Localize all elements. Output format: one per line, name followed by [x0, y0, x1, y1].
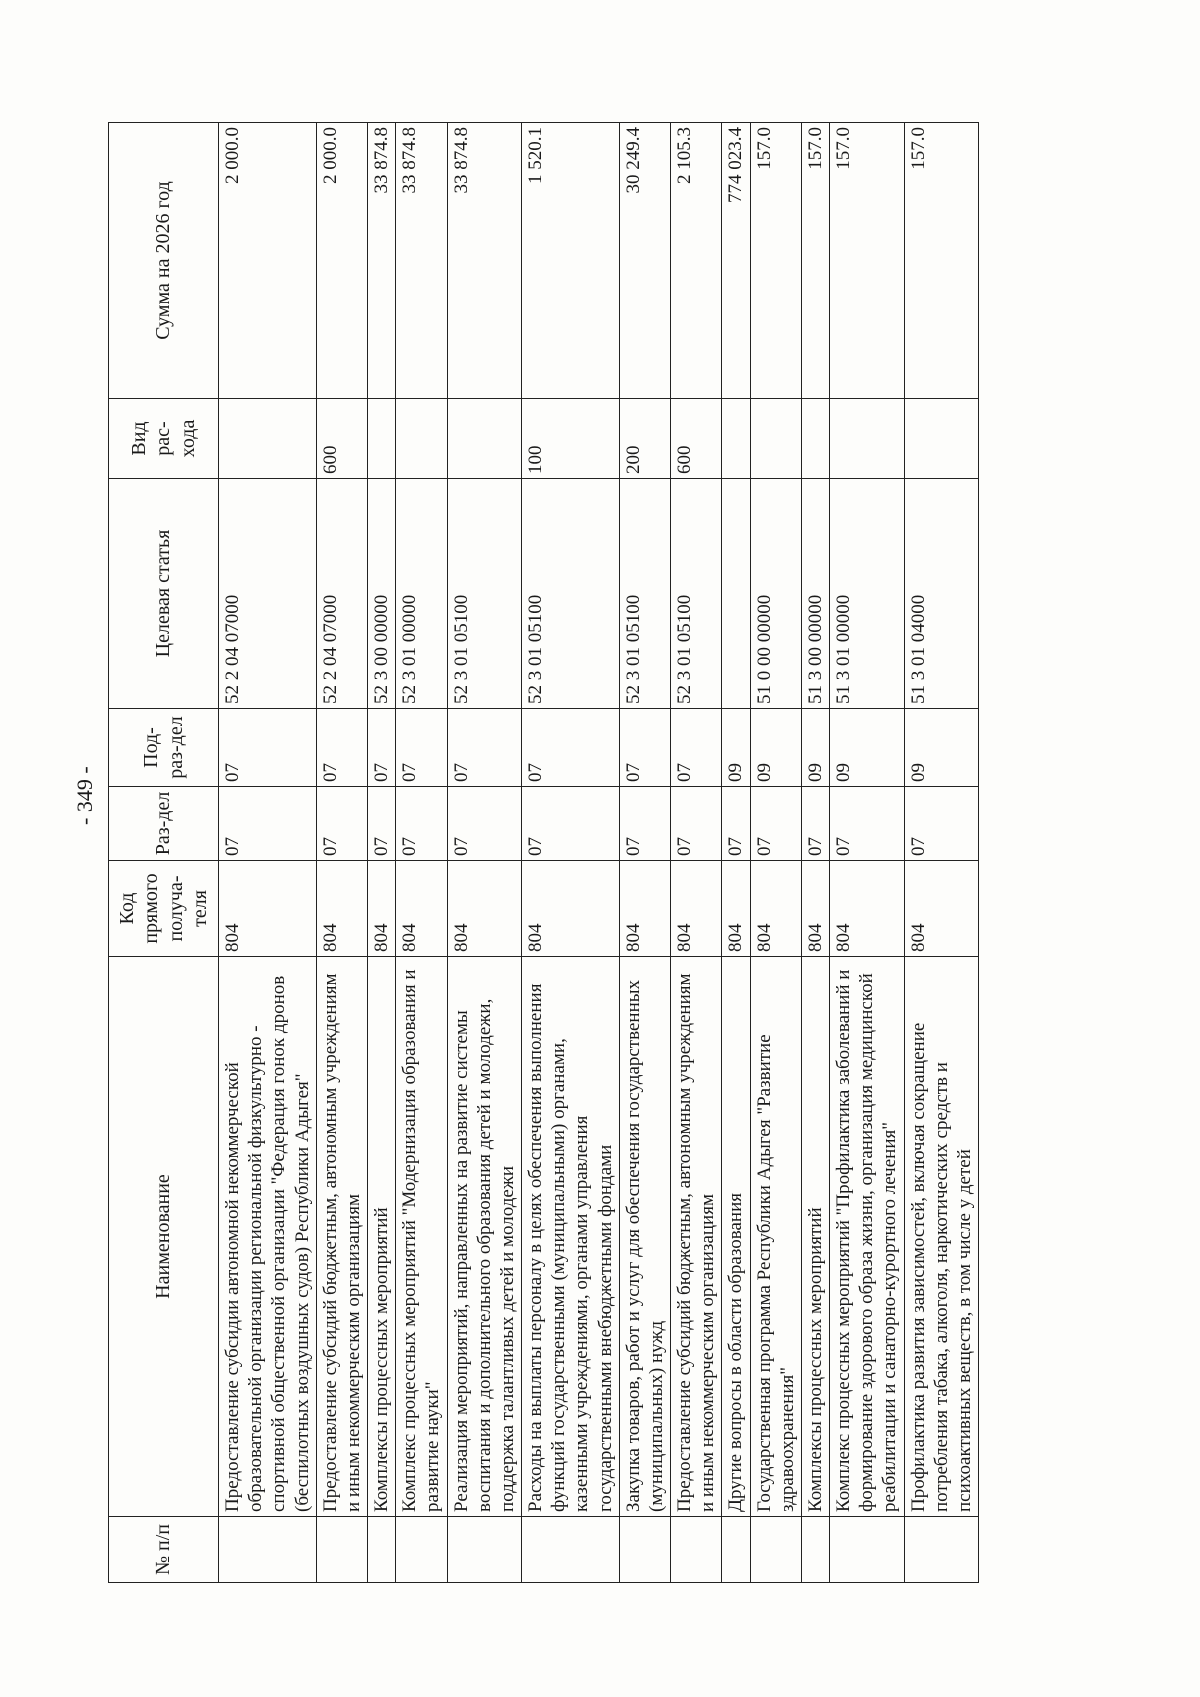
cell-sum: 157.0 [904, 123, 979, 399]
cell-name: Комплекс процессных мероприятий "Профилактика заболеваний и формирование здорового образа жизни, организация медицинской реабилитации и санаторно-курортного лечения" [830, 957, 905, 1517]
cell-podrazdel: 09 [830, 709, 905, 787]
cell-num [219, 1517, 317, 1583]
cell-razdel: 07 [316, 787, 367, 861]
cell-razdel: 07 [219, 787, 317, 861]
cell-razdel: 07 [447, 787, 522, 861]
cell-name: Предоставление субсидий бюджетным, автономным учреждениям и иным некоммерческим организациям [316, 957, 367, 1517]
cell-vid: 200 [619, 399, 670, 479]
cell-num [830, 1517, 905, 1583]
cell-article: 51 3 01 00000 [830, 479, 905, 709]
cell-sum: 33 874.8 [368, 123, 396, 399]
header-podrazdel: Под-раз-дел [109, 709, 219, 787]
cell-vid [447, 399, 522, 479]
cell-sum: 30 249.4 [619, 123, 670, 399]
cell-num [396, 1517, 447, 1583]
cell-code: 804 [904, 861, 979, 957]
header-num: № п/п [109, 1517, 219, 1583]
cell-sum: 2 105.3 [671, 123, 722, 399]
cell-podrazdel: 09 [801, 709, 829, 787]
header-name: Наименование [109, 957, 219, 1517]
cell-vid: 600 [671, 399, 722, 479]
cell-num [904, 1517, 979, 1583]
cell-num [722, 1517, 750, 1583]
cell-sum: 157.0 [830, 123, 905, 399]
cell-podrazdel: 07 [316, 709, 367, 787]
table-row [522, 123, 620, 1583]
cell-article: 51 3 00 00000 [801, 479, 829, 709]
cell-podrazdel: 07 [396, 709, 447, 787]
cell-sum: 157.0 [750, 123, 801, 399]
cell-num [801, 1517, 829, 1583]
cell-code: 804 [396, 861, 447, 957]
cell-name: Комплекс процессных мероприятий "Модернизация образования и развитие науки" [396, 957, 447, 1517]
cell-sum: 157.0 [801, 123, 829, 399]
budget-table [108, 122, 979, 1583]
cell-code: 804 [619, 861, 670, 957]
cell-article: 52 3 01 00000 [396, 479, 447, 709]
cell-vid [904, 399, 979, 479]
cell-podrazdel: 07 [671, 709, 722, 787]
header-sum: Сумма на 2026 год [109, 123, 219, 399]
cell-vid [219, 399, 317, 479]
table-row [368, 123, 396, 1583]
cell-vid [750, 399, 801, 479]
cell-article: 52 3 00 00000 [368, 479, 396, 709]
cell-vid [396, 399, 447, 479]
cell-name: Закупка товаров, работ и услуг для обеспечения государственных (муниципальных) нужд [619, 957, 670, 1517]
cell-code: 804 [830, 861, 905, 957]
cell-code: 804 [368, 861, 396, 957]
cell-podrazdel: 09 [750, 709, 801, 787]
cell-name: Профилактика развития зависимостей, включая сокращение потребления табака, алкоголя, наркотических средств и психоактивных веществ, в том числе у детей [904, 957, 979, 1517]
cell-article [722, 479, 750, 709]
table-row [830, 123, 905, 1583]
cell-vid: 600 [316, 399, 367, 479]
cell-code: 804 [722, 861, 750, 957]
cell-podrazdel: 07 [219, 709, 317, 787]
cell-article: 52 3 01 05100 [671, 479, 722, 709]
table-row [801, 123, 829, 1583]
cell-vid [368, 399, 396, 479]
cell-vid [722, 399, 750, 479]
cell-name: Предоставление субсидии автономной некоммерческой образовательной организации региональной физкультурно - спортивной общественной организации "Федерация гонок дронов (беспилотных воздушных судов) Республики Адыгея" [219, 957, 317, 1517]
cell-article: 51 3 01 04000 [904, 479, 979, 709]
cell-code: 804 [750, 861, 801, 957]
cell-code: 804 [671, 861, 722, 957]
page-number: - 349 - [72, 766, 97, 825]
cell-vid: 100 [522, 399, 620, 479]
cell-code: 804 [522, 861, 620, 957]
cell-sum: 2 000.0 [316, 123, 367, 399]
cell-num [447, 1517, 522, 1583]
cell-name: Реализация мероприятий, направленных на развитие системы воспитания и дополнительного образования детей и молодежи, поддержка талантливых детей и молодежи [447, 957, 522, 1517]
table-row [904, 123, 979, 1583]
header-code: Код прямого получа-теля [109, 861, 219, 957]
cell-podrazdel: 07 [522, 709, 620, 787]
table-row [447, 123, 522, 1583]
cell-article: 52 3 01 05100 [619, 479, 670, 709]
table-row [219, 123, 317, 1583]
cell-num [316, 1517, 367, 1583]
cell-num [368, 1517, 396, 1583]
cell-podrazdel: 07 [619, 709, 670, 787]
cell-razdel: 07 [522, 787, 620, 861]
cell-name: Расходы на выплаты персоналу в целях обеспечения выполнения функций государственными (муниципальными) органами, казенными учреждениями, органами управления государственными внебюджетными фондами [522, 957, 620, 1517]
table-row [750, 123, 801, 1583]
table-row [722, 123, 750, 1583]
table-header-row [109, 123, 219, 1583]
cell-article: 52 3 01 05100 [447, 479, 522, 709]
cell-vid [801, 399, 829, 479]
cell-name: Другие вопросы в области образования [722, 957, 750, 1517]
cell-article: 52 2 04 07000 [316, 479, 367, 709]
cell-razdel: 07 [368, 787, 396, 861]
cell-sum: 33 874.8 [396, 123, 447, 399]
header-razdel: Раз-дел [109, 787, 219, 861]
table-row [396, 123, 447, 1583]
cell-podrazdel: 09 [904, 709, 979, 787]
cell-num [671, 1517, 722, 1583]
table-row [619, 123, 670, 1583]
cell-code: 804 [447, 861, 522, 957]
cell-name: Предоставление субсидий бюджетным, автономным учреждениям и иным некоммерческим организациям [671, 957, 722, 1517]
cell-razdel: 07 [619, 787, 670, 861]
cell-code: 804 [316, 861, 367, 957]
cell-razdel: 07 [396, 787, 447, 861]
cell-sum: 1 520.1 [522, 123, 620, 399]
cell-razdel: 07 [750, 787, 801, 861]
cell-num [750, 1517, 801, 1583]
budget-table-rotated [108, 123, 1058, 1583]
cell-sum: 774 023.4 [722, 123, 750, 399]
cell-sum: 2 000.0 [219, 123, 317, 399]
cell-num [619, 1517, 670, 1583]
cell-razdel: 07 [722, 787, 750, 861]
cell-podrazdel: 07 [447, 709, 522, 787]
cell-vid [830, 399, 905, 479]
cell-article: 51 0 00 00000 [750, 479, 801, 709]
cell-podrazdel: 07 [368, 709, 396, 787]
cell-podrazdel: 09 [722, 709, 750, 787]
table-row [316, 123, 367, 1583]
cell-article: 52 2 04 07000 [219, 479, 317, 709]
cell-article: 52 3 01 05100 [522, 479, 620, 709]
cell-razdel: 07 [904, 787, 979, 861]
cell-name: Комплексы процессных мероприятий [801, 957, 829, 1517]
cell-code: 804 [219, 861, 317, 957]
cell-name: Государственная программа Республики Адыгея "Развитие здравоохранения" [750, 957, 801, 1517]
header-vid: Вид рас-хода [109, 399, 219, 479]
cell-num [522, 1517, 620, 1583]
table-row [671, 123, 722, 1583]
cell-name: Комплексы процессных мероприятий [368, 957, 396, 1517]
cell-code: 804 [801, 861, 829, 957]
header-article: Целевая статья [109, 479, 219, 709]
cell-razdel: 07 [671, 787, 722, 861]
cell-razdel: 07 [830, 787, 905, 861]
cell-razdel: 07 [801, 787, 829, 861]
cell-sum: 33 874.8 [447, 123, 522, 399]
